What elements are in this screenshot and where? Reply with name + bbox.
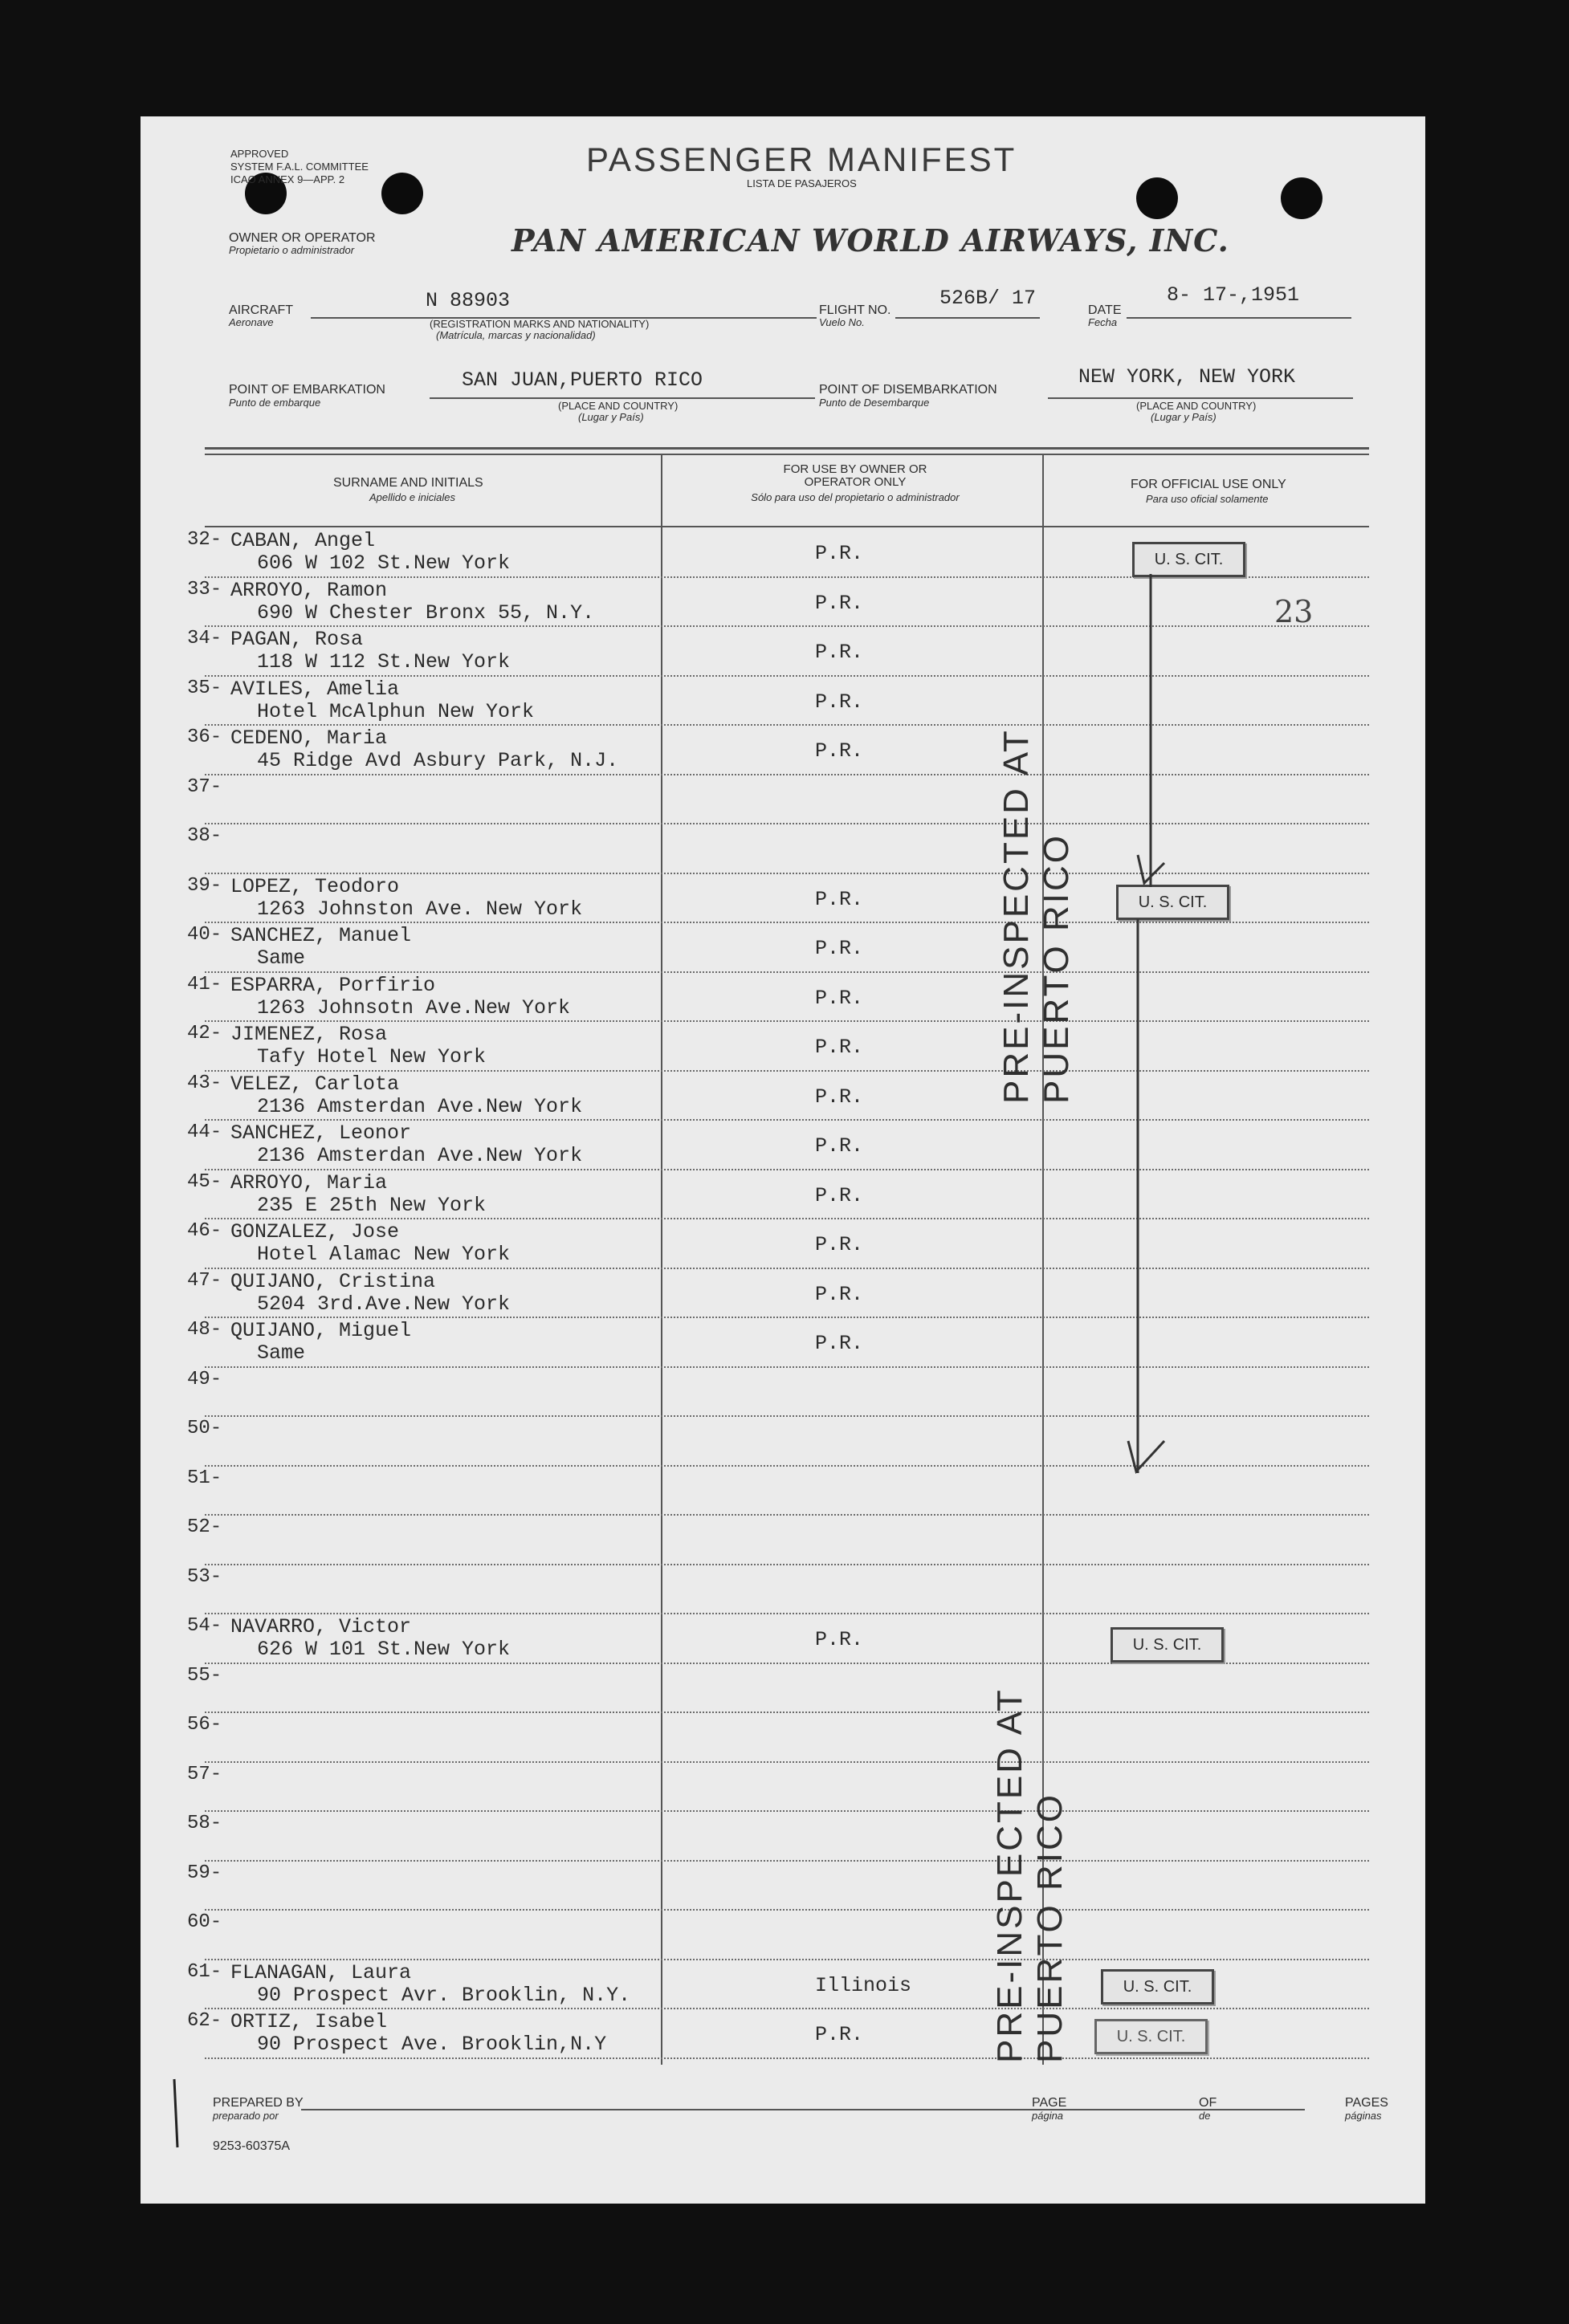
row-number: 52- <box>187 1516 222 1538</box>
disembark-label-es: Punto de Desembarque <box>819 397 930 409</box>
col-official-header-es: Para uso oficial solamente <box>1146 493 1269 505</box>
us-cit-stamp: U. S. CIT. <box>1094 2019 1208 2054</box>
row-number: 41- <box>187 973 222 995</box>
registration-note-es: (Matrícula, marcas y nacionalidad) <box>436 329 596 341</box>
owner-use-value: Illinois <box>815 1973 912 1997</box>
passenger-address: 1263 Johnston Ave. New York <box>257 897 583 921</box>
table-row <box>141 1712 1425 1762</box>
disembark-label: POINT OF DISEMBARKATION <box>819 383 997 397</box>
prepared-label: PREPARED BY <box>213 2096 304 2110</box>
owner-use-value: P.R. <box>815 937 864 960</box>
owner-use-value: P.R. <box>815 591 864 615</box>
passenger-address: 235 E 25th New York <box>257 1193 487 1217</box>
embark-place-note-es: (Lugar y País) <box>578 411 644 423</box>
row-number: 38- <box>187 825 222 847</box>
passenger-name: ARROYO, Maria <box>230 1170 388 1195</box>
owner-use-value: P.R. <box>815 1628 864 1651</box>
row-number: 39- <box>187 874 222 897</box>
table-row <box>141 1515 1425 1565</box>
row-number: 37- <box>187 775 222 798</box>
manifest-sheet <box>141 116 1425 2204</box>
form-code: 9253-60375A <box>213 2139 291 2153</box>
owner-use-value: P.R. <box>815 1036 864 1059</box>
passenger-address: Same <box>257 946 306 970</box>
passenger-name: SANCHEZ, Leonor <box>230 1121 412 1145</box>
embark-place-note: (PLACE AND COUNTRY) <box>558 400 679 412</box>
row-number: 47- <box>187 1269 222 1292</box>
margin-mark <box>165 2075 189 2155</box>
passenger-address: Tafy Hotel New York <box>257 1045 487 1068</box>
aircraft-label: AIRCRAFT <box>229 303 293 317</box>
row-number: 43- <box>187 1072 222 1094</box>
owner-use-value: P.R. <box>815 690 864 714</box>
owner-name: PAN AMERICAN WORLD AIRWAYS, INC. <box>511 222 1229 258</box>
passenger-name: CEDENO, Maria <box>230 727 388 750</box>
row-number: 59- <box>187 1862 222 1884</box>
table-row <box>141 1861 1425 1911</box>
table-row <box>141 1663 1425 1713</box>
table-row <box>141 2009 1425 2058</box>
row-number: 57- <box>187 1763 222 1785</box>
row-number: 49- <box>187 1368 222 1390</box>
pre-inspected-stamp: PRE-INSPECTED AT PUERTO RICO <box>990 1688 1070 2063</box>
owner-use-value: P.R. <box>815 739 864 763</box>
passenger-name: ARROYO, Ramon <box>230 578 388 602</box>
owner-use-value: P.R. <box>815 887 864 911</box>
prepared-label-es: preparado por <box>213 2110 279 2122</box>
owner-use-value: P.R. <box>815 2023 864 2046</box>
passenger-address: Hotel Alamac New York <box>257 1243 511 1266</box>
row-number: 32- <box>187 529 222 551</box>
owner-use-value: P.R. <box>815 1183 864 1207</box>
approved-line-2: SYSTEM F.A.L. COMMITTEE <box>230 161 369 173</box>
passenger-address: 690 W Chester Bronx 55, N.Y. <box>257 600 595 625</box>
row-number: 33- <box>187 578 222 600</box>
owner-label-es: Propietario o administrador <box>229 244 355 256</box>
row-number: 34- <box>187 628 222 649</box>
passenger-address: 2136 Amsterdan Ave.New York <box>257 1094 583 1118</box>
page-title: PASSENGER MANIFEST <box>586 140 1017 178</box>
row-number: 45- <box>187 1170 222 1193</box>
passenger-count: 23 <box>1274 594 1314 629</box>
of-label-es: de <box>1199 2110 1211 2122</box>
of-label: OF <box>1199 2096 1217 2110</box>
us-cit-stamp: U. S. CIT. <box>1132 542 1245 577</box>
page-label: PAGE <box>1032 2096 1067 2110</box>
passenger-name: ESPARRA, Porfirio <box>230 973 436 997</box>
row-number: 54- <box>187 1615 222 1637</box>
table-row <box>141 1960 1425 2009</box>
owner-use-value: P.R. <box>815 1332 864 1355</box>
date-label: DATE <box>1088 303 1122 317</box>
passenger-name: AVILES, Amelia <box>230 677 400 701</box>
embark-label-es: Punto de embarque <box>229 397 321 409</box>
passenger-name: QUIJANO, Cristina <box>230 1269 436 1293</box>
flight-label: FLIGHT NO. <box>819 303 891 317</box>
table-row <box>141 1910 1425 1960</box>
row-number: 53- <box>187 1565 222 1588</box>
pages-label-es: páginas <box>1345 2110 1382 2122</box>
col-official-header: FOR OFFICIAL USE ONLY <box>1131 478 1286 491</box>
col-surname-header-es: Apellido e iniciales <box>369 491 455 503</box>
passenger-name: LOPEZ, Teodoro <box>230 874 400 898</box>
row-number: 62- <box>187 2010 222 2032</box>
owner-use-value: P.R. <box>815 1085 864 1109</box>
passenger-address: 45 Ridge Avd Asbury Park, N.J. <box>257 749 619 772</box>
passenger-address: 1263 Johnsotn Ave.New York <box>257 995 571 1020</box>
table-row <box>141 1614 1425 1663</box>
col-owner-header-es: Sólo para uso del propietario o administrador <box>751 491 960 503</box>
date-value: 8- 17-,1951 <box>1167 283 1300 307</box>
passenger-name: ORTIZ, Isabel <box>230 2010 388 2033</box>
table-row <box>141 1762 1425 1812</box>
embark-label: POINT OF EMBARKATION <box>229 383 385 397</box>
flight-label-es: Vuelo No. <box>819 316 865 328</box>
table-row <box>141 1811 1425 1861</box>
passenger-address: 626 W 101 St.New York <box>257 1638 511 1661</box>
page-title-es: LISTA DE PASAJEROS <box>747 177 857 189</box>
punch-hole-icon <box>381 173 423 214</box>
passenger-address: 5204 3rd.Ave.New York <box>257 1292 511 1316</box>
owner-use-value: P.R. <box>815 986 864 1010</box>
aircraft-label-es: Aeronave <box>229 316 274 328</box>
date-label-es: Fecha <box>1088 316 1118 328</box>
disembark-place-note-es: (Lugar y País) <box>1151 411 1216 423</box>
owner-use-value: P.R. <box>815 641 864 664</box>
page-label-es: página <box>1032 2110 1064 2122</box>
passenger-address: Same <box>257 1341 306 1365</box>
us-cit-stamp: U. S. CIT. <box>1101 1969 1214 2005</box>
row-number: 46- <box>187 1220 222 1242</box>
owner-use-value: P.R. <box>815 1233 864 1256</box>
passenger-address: 606 W 102 St.New York <box>257 551 511 575</box>
col-owner-header: FOR USE BY OWNER OR OPERATOR ONLY <box>783 462 927 489</box>
disembark-place-note: (PLACE AND COUNTRY) <box>1136 400 1257 412</box>
passenger-name: CABAN, Angel <box>230 529 376 552</box>
row-number: 58- <box>187 1813 222 1834</box>
passenger-name: JIMENEZ, Rosa <box>230 1023 388 1046</box>
approved-line-1: APPROVED <box>230 148 289 160</box>
table-row <box>141 1565 1425 1614</box>
passenger-name: VELEZ, Carlota <box>230 1072 400 1096</box>
registration-note: (REGISTRATION MARKS AND NATIONALITY) <box>430 318 650 330</box>
passenger-address: 2136 Amsterdan Ave.New York <box>257 1144 583 1167</box>
punch-hole-icon <box>1136 177 1178 219</box>
embark-value: SAN JUAN,PUERTO RICO <box>462 368 703 392</box>
row-number: 42- <box>187 1023 222 1044</box>
us-cit-stamp: U. S. CIT. <box>1111 1627 1224 1663</box>
owner-use-value: P.R. <box>815 1134 864 1158</box>
pre-inspected-stamp: PRE-INSPECTED AT PUERTO RICO <box>996 729 1076 1104</box>
passenger-address: Hotel McAlphun New York <box>257 699 535 723</box>
row-number: 55- <box>187 1664 222 1687</box>
passenger-name: QUIJANO, Miguel <box>230 1319 412 1342</box>
flight-value: 526B/ 17 <box>939 287 1037 310</box>
owner-label: OWNER OR OPERATOR <box>229 231 376 245</box>
owner-use-value: P.R. <box>815 542 864 565</box>
passenger-name: NAVARRO, Victor <box>230 1615 412 1638</box>
row-number: 50- <box>187 1418 222 1439</box>
passenger-address: 118 W 112 St.New York <box>257 650 511 674</box>
us-cit-stamp: U. S. CIT. <box>1116 885 1229 920</box>
row-number: 48- <box>187 1319 222 1341</box>
passenger-name: FLANAGAN, Laura <box>230 1960 412 1984</box>
approved-line-3: ICAO ANNEX 9—APP. 2 <box>230 173 345 185</box>
row-divider <box>205 2057 1369 2059</box>
passenger-name: PAGAN, Rosa <box>230 628 364 651</box>
aircraft-value: N 88903 <box>426 289 511 312</box>
pages-label: PAGES <box>1345 2096 1388 2110</box>
row-number: 56- <box>187 1714 222 1736</box>
row-number: 60- <box>187 1911 222 1933</box>
punch-hole-icon <box>1281 177 1322 219</box>
row-number: 51- <box>187 1467 222 1489</box>
passenger-name: SANCHEZ, Manuel <box>230 924 412 947</box>
row-number: 44- <box>187 1121 222 1143</box>
row-number: 40- <box>187 924 222 946</box>
passenger-name: GONZALEZ, Jose <box>230 1220 400 1243</box>
passenger-address: 90 Prospect Avr. Brooklin, N.Y. <box>257 1983 631 2007</box>
passenger-address: 90 Prospect Ave. Brooklin,N.Y <box>257 2033 607 2056</box>
owner-use-value: P.R. <box>815 1282 864 1306</box>
row-number: 61- <box>187 1960 222 1983</box>
col-surname-header: SURNAME AND INITIALS <box>333 476 483 490</box>
disembark-value: NEW YORK, NEW YORK <box>1078 365 1296 389</box>
official-bracket-marks <box>1088 566 1329 1489</box>
row-number: 36- <box>187 727 222 748</box>
row-number: 35- <box>187 677 222 699</box>
